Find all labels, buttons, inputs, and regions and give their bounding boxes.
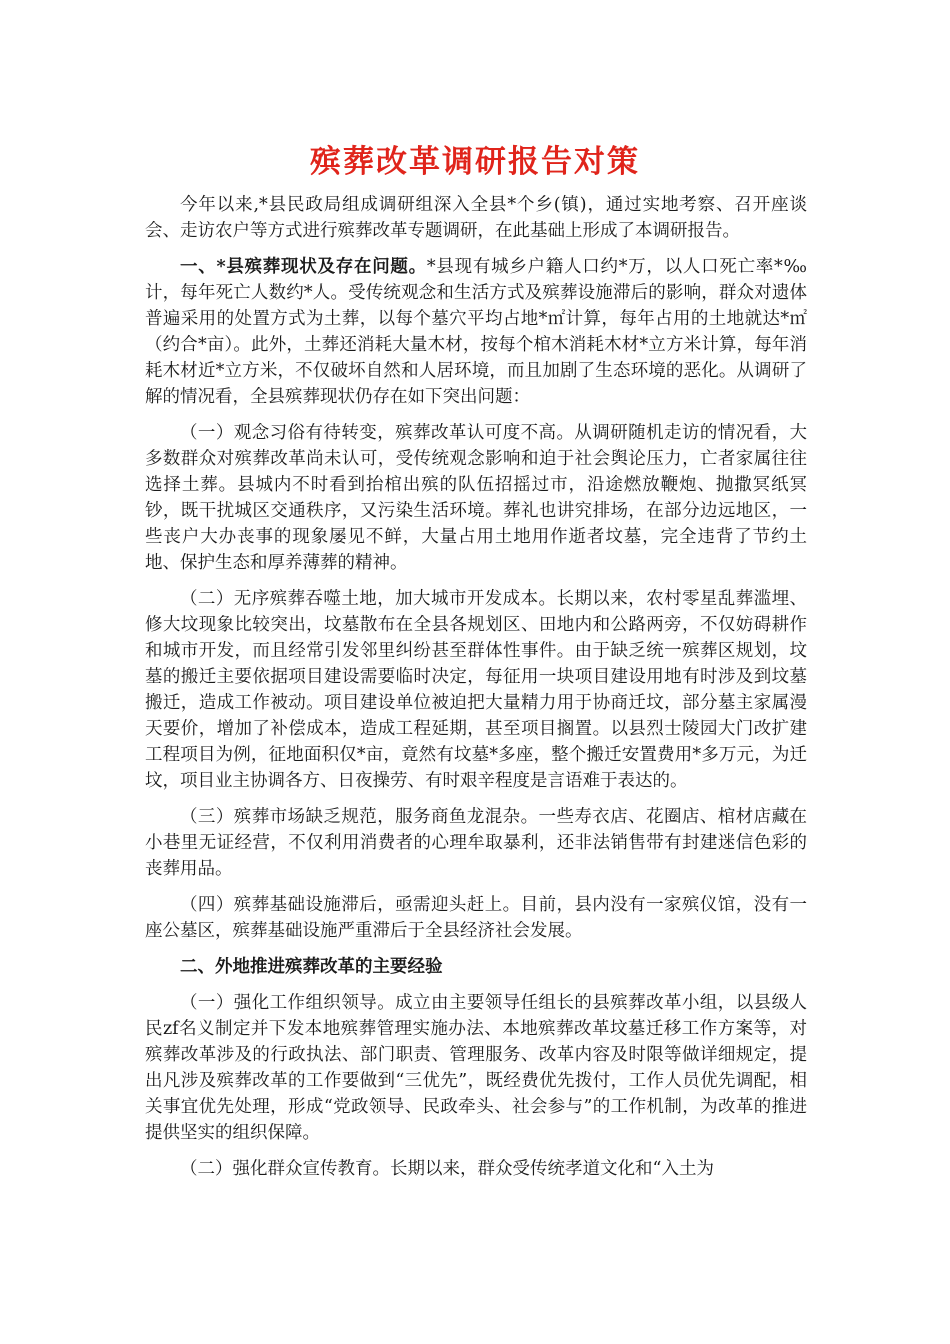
section-2-item-1: （一）强化工作组织领导。成立由主要领导任组长的县殡葬改革小组，以县级人民zf名义制定并下发本地殡葬管理实施办法、本地殡葬改革坟墓迁移工作方案等，对殡葬改革涉及的行政执法、部门职责、管理服务、改革内容及时限等做详细规定，提出凡涉及殡葬改革的工作要做到“三优先”，既经费优先拨付，工作人员优先调配，相关事宜优先处理，形成“党政领导、民政牵头、社会参与”的工作机制，为改革的推进提供坚实的组织保障。 bbox=[145, 993, 807, 1143]
section-2-item-2: （二）强化群众宣传教育。长期以来，群众受传统孝道文化和“入土为 bbox=[180, 1159, 714, 1179]
section-1-paragraph bbox=[145, 254, 807, 410]
section-2-heading: 二、外地推进殡葬改革的主要经验 bbox=[180, 957, 443, 977]
section-1-heading: 一、*县殡葬现状及存在问题。 bbox=[180, 257, 427, 277]
section-1-item-2: （二）无序殡葬吞噬土地，加大城市开发成本。长期以来，农村零星乱葬滥埋、修大坟现象比较突出，坟墓散布在全县各规划区、田地内和公路两旁，不仅妨碍耕作和城市开发，而且经常引发邻里纠纷甚至群体性事件。由于缺乏统一殡葬区规划，坟墓的搬迁主要依据项目建设需要临时决定，每征用一块项目建设用地有时涉及到坟墓搬迁，造成工作被动。项目建设单位被迫把大量精力用于协商迁坟，部分墓主家属漫天要价，增加了补偿成本，造成工程延期，甚至项目搁置。以县烈士陵园大门改扩建工程项目为例，征地面积仅*亩，竟然有坟墓*多座，整个搬迁安置费用*多万元，为迁坟，项目业主协调各方、日夜操劳、有时艰辛程度是言语难于表达的。 bbox=[145, 589, 807, 791]
document-title: 殡葬改革调研报告对策 bbox=[310, 144, 640, 180]
section-1-item-1: （一）观念习俗有待转变，殡葬改革认可度不高。从调研随机走访的情况看，大多数群众对殡葬改革尚未认可，受传统观念影响和迫于社会舆论压力，亡者家属往往选择土葬。县城内不时看到抬棺出殡的队伍招摇过市，沿途燃放鞭炮、抛撒冥纸冥钞，既干扰城区交通秩序，又污染生活环境。葬礼也讲究排场，在部分边远地区，一些丧户大办丧事的现象屡见不鲜，大量占用土地用作逝者坟墓，完全违背了节约土地、保护生态和厚养薄葬的精神。 bbox=[145, 423, 807, 573]
intro-paragraph: 今年以来,*县民政局组成调研组深入全县*个乡(镇)，通过实地考察、召开座谈会、走访农户等方式进行殡葬改革专题调研，在此基础上形成了本调研报告。 bbox=[145, 195, 807, 241]
section-1-item-3: （三）殡葬市场缺乏规范，服务商鱼龙混杂。一些寿衣店、花圈店、棺材店藏在小巷里无证经营，不仅利用消费者的心理牟取暴利，还非法销售带有封建迷信色彩的丧葬用品。 bbox=[145, 807, 807, 879]
section-1-item-4: （四）殡葬基础设施滞后，亟需迎头赶上。目前，县内没有一家殡仪馆，没有一座公墓区，殡葬基础设施严重滞后于全县经济社会发展。 bbox=[145, 895, 807, 941]
section-1-text: *县现有城乡户籍人口约*万，以人口死亡率*‰计，每年死亡人数约*人。受传统观念和生活方式及殡葬设施滞后的影响，群众对遗体普遍采用的处置方式为土葬，以每个墓穴平均占地*㎡计算，每年占用的土地就达*㎡（约合*亩）。此外，土葬还消耗大量木材，按每个棺木消耗木材*立方米计算，每年消耗木材近*立方米，不仅破坏自然和人居环境，而且加剧了生态环境的恶化。从调研了解的情况看，全县殡葬现状仍存在如下突出问题： bbox=[145, 257, 808, 407]
document-body bbox=[145, 192, 807, 1192]
